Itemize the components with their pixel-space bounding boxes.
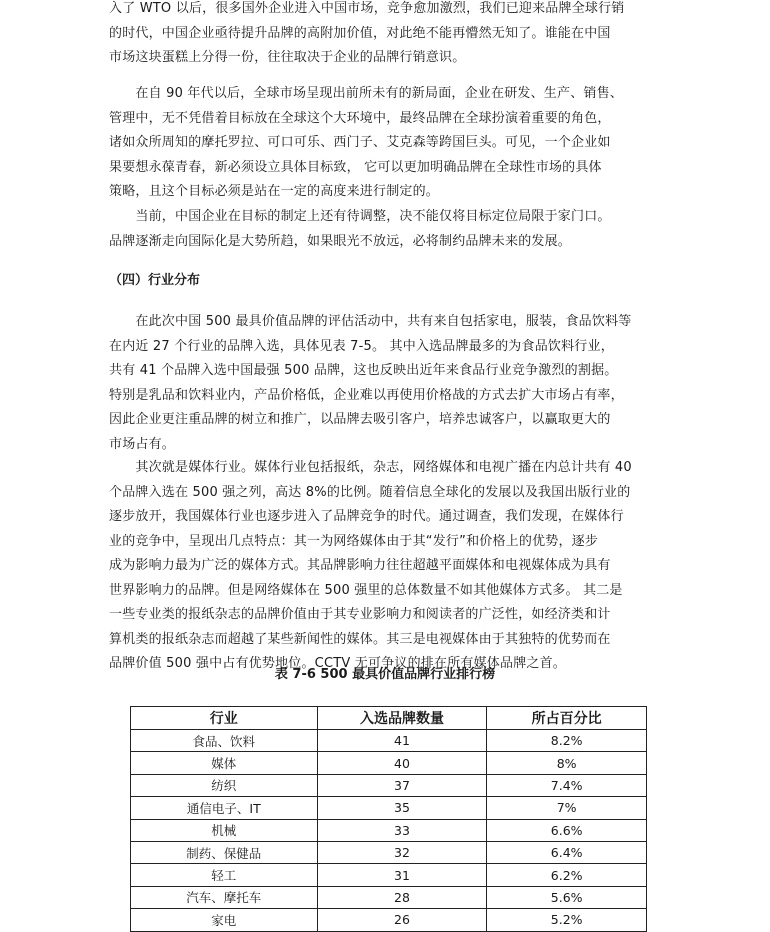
table-row: [131, 841, 647, 863]
cell-brand-count: 33: [317, 819, 487, 841]
cell-percentage: 6.4%: [487, 841, 647, 863]
text-line: 果要想永葆青春，新必须设立具体目标致， 它可以更加明确品牌在全球性市场的具体: [109, 159, 602, 175]
text-line: 管理中，无不凭借着目标放在全球这个大环境中，最终品牌在全球扮演着重要的角色，: [109, 110, 611, 126]
text-line: 特别是乳品和饮料业内，产品价格低，企业难以再使用价格战的方式去扩大市场占有率，: [109, 387, 624, 403]
cell-brand-count: 41: [317, 730, 487, 752]
text-line: 市场占有。: [109, 436, 176, 452]
table-row: [131, 819, 647, 841]
text-line: 入了 WTO 以后，很多国外企业进入中国市场，竞争愈加激烈，我们已迎来品牌全球行销: [109, 1, 625, 16]
text-line: 成为影响力最为广泛的媒体方式。其品牌影响力往往超越平面媒体和电视媒体成为具有: [109, 558, 611, 573]
cell-industry: 机械: [131, 819, 318, 841]
column-header-percentage: 所占百分比: [487, 707, 647, 730]
industry-ranking-table: [130, 706, 647, 932]
table-row: [131, 909, 647, 931]
paragraph-wto: [109, 0, 669, 71]
cell-percentage: 8%: [487, 752, 647, 774]
table-row: [131, 752, 647, 774]
column-header-brand-count: 入选品牌数量: [317, 707, 487, 730]
text-line: 品牌价值 500 强中占有优势地位。CCTV 无可争议的排在所有媒体品牌之首。: [109, 656, 566, 671]
cell-brand-count: 37: [317, 774, 487, 796]
text-line: 个品牌入选在 500 强之列，高达 8%的比例。随着信息全球化的发展以及我国出版行业的: [109, 484, 631, 500]
cell-brand-count: 35: [317, 797, 487, 819]
cell-industry: 通信电子、IT: [131, 797, 318, 819]
table-row: [131, 886, 647, 908]
cell-brand-count: 28: [317, 886, 487, 908]
cell-brand-count: 32: [317, 841, 487, 863]
table-header-row: [131, 707, 647, 730]
cell-industry: 家电: [131, 909, 318, 931]
column-header-industry: 行业: [131, 707, 318, 730]
cell-percentage: 6.2%: [487, 864, 647, 886]
table-row: [131, 797, 647, 819]
text-line: 在自 90 年代以后，全球市场呈现出前所未有的新局面，企业在研发、生产、销售、: [109, 86, 624, 101]
text-line: 的时代，中国企业亟待提升品牌的高附加价值，对此绝不能再懵然无知了。谁能在中国: [109, 25, 611, 41]
text-line: 市场这块蛋糕上分得一份，往往取决于企业的品牌行销意识。: [109, 50, 466, 65]
text-line: 逐步放开，我国媒体行业也逐步进入了品牌竞争的时代。通过调查，我们发现，在媒体行: [109, 509, 624, 524]
cell-brand-count: 31: [317, 864, 487, 886]
paragraph-current-goals: [109, 205, 669, 254]
text-line: 业的竞争中，呈现出几点特点：其一为网络媒体由于其“发行”和价格上的优势，逐步: [109, 533, 599, 549]
cell-industry: 轻工: [131, 864, 318, 886]
text-line: 策略，且这个目标必须是站在一定的高度来进行制定的。: [109, 184, 440, 199]
paragraph-global-market: [109, 82, 669, 205]
cell-percentage: 6.6%: [487, 819, 647, 841]
paragraph-food-industry: [109, 310, 669, 457]
text-line: 在内近 27 个行业的品牌入选，具体见表 7-5。 其中入选品牌最多的为食品饮料行业，: [109, 338, 614, 354]
cell-industry: 媒体: [131, 752, 318, 774]
cell-percentage: 5.2%: [487, 909, 647, 931]
table-row: [131, 774, 647, 796]
text-line: 世界影响力的品牌。但是网络媒体在 500 强里的总体数量不如其他媒体方式多。 其二是: [109, 582, 623, 598]
cell-percentage: 5.6%: [487, 886, 647, 908]
cell-industry: 汽车、摩托车: [131, 886, 318, 908]
text-line: 其次就是媒体行业。媒体行业包括报纸，杂志，网络媒体和电视广播在内总计共有 40: [109, 460, 632, 475]
cell-brand-count: 26: [317, 909, 487, 931]
cell-percentage: 7.4%: [487, 774, 647, 796]
cell-brand-count: 40: [317, 752, 487, 774]
cell-industry: 食品、饮料: [131, 730, 318, 752]
table-row: [131, 730, 647, 752]
cell-industry: 制药、保健品: [131, 841, 318, 863]
text-line: 品牌逐渐走向国际化是大势所趋，如果眼光不放远，必将制约品牌未来的发展。: [109, 233, 572, 249]
table-caption: 表 7-6 500 最具价值品牌行业排行榜: [274, 667, 496, 682]
text-line: 在此次中国 500 最具价值品牌的评估活动中，共有来自包括家电，服装，食品饮料等: [109, 314, 632, 329]
table-row: [131, 864, 647, 886]
section-heading: （四）行业分布: [109, 273, 201, 288]
text-line: 共有 41 个品牌入选中国最强 500 品牌，这也反映出近年来食品行业竞争激烈的割据。: [109, 363, 618, 378]
cell-industry: 纺织: [131, 774, 318, 796]
text-line: 诸如众所周知的摩托罗拉、可口可乐、西门子、艾克森等跨国巨头。可见，一个企业如: [109, 135, 611, 150]
text-line: 因此企业更注重品牌的树立和推广，以品牌去吸引客户，培养忠诚客户，以赢取更大的: [109, 412, 611, 427]
paragraph-media-industry: [109, 456, 669, 677]
cell-percentage: 8.2%: [487, 730, 647, 752]
cell-percentage: 7%: [487, 797, 647, 819]
text-line: 当前，中国企业在目标的制定上还有待调整，决不能仅将目标定位局限于家门口。: [109, 209, 611, 224]
text-line: 一些专业类的报纸杂志的品牌价值由于其专业影响力和阅读者的广泛性，如经济类和计: [109, 607, 611, 622]
text-line: 算机类的报纸杂志而超越了某些新闻性的媒体。其三是电视媒体由于其独特的优势而在: [109, 631, 611, 647]
